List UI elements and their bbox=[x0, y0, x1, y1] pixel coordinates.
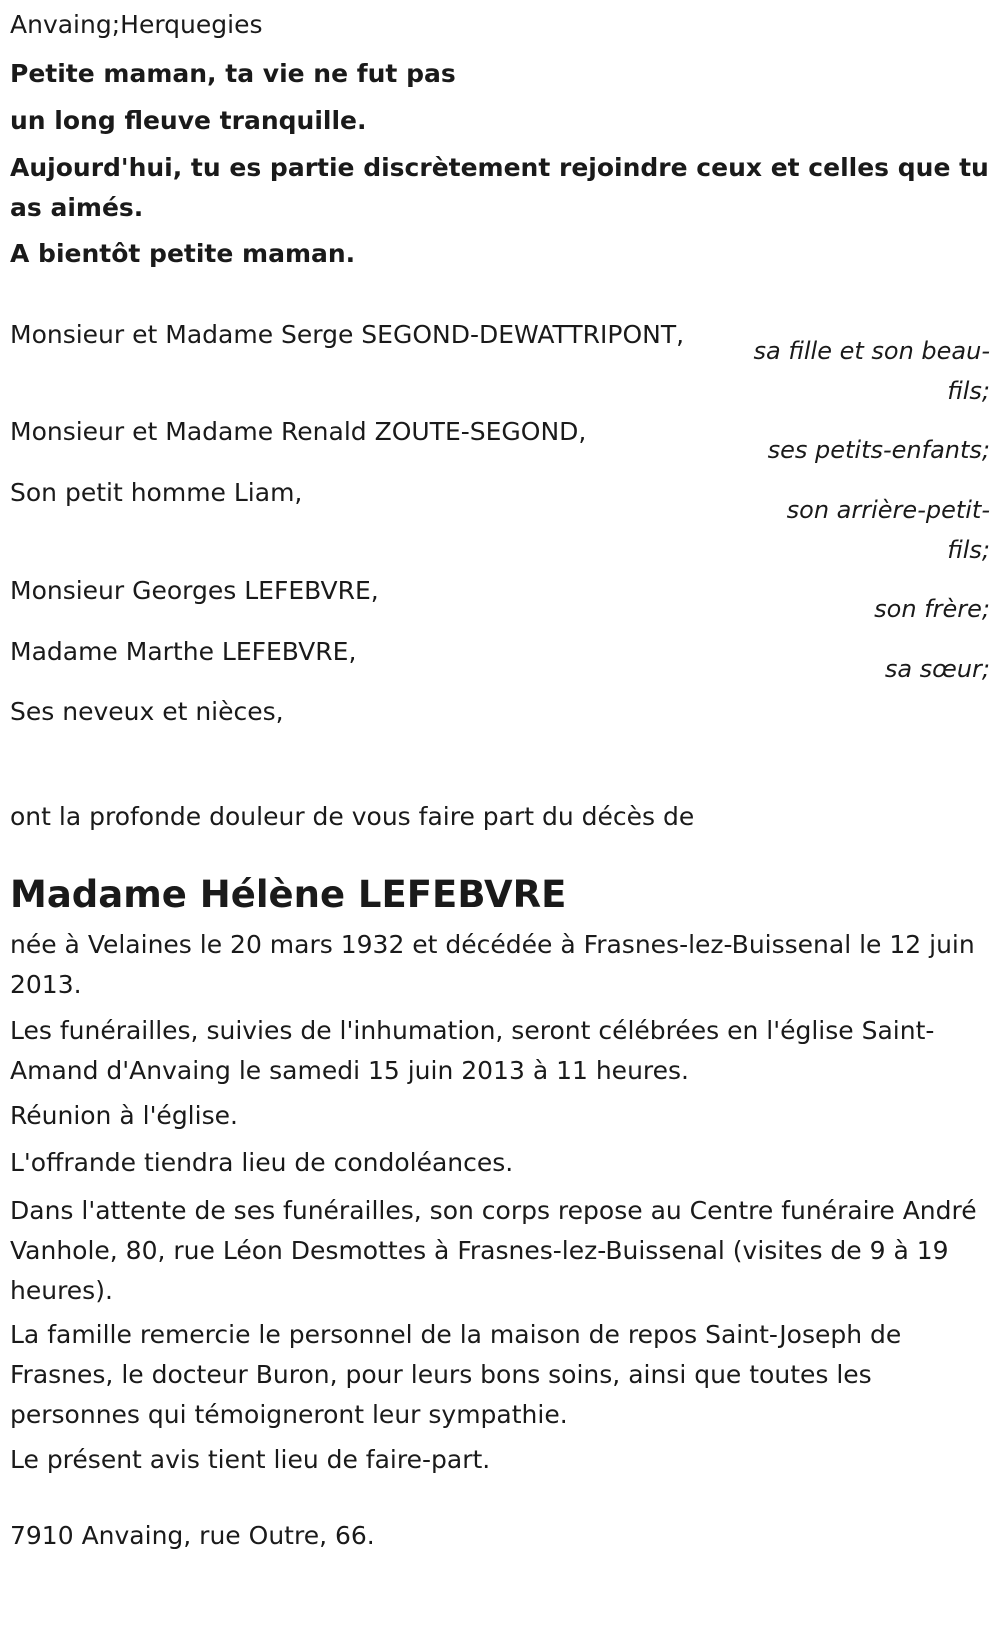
address: 7910 Anvaing, rue Outre, 66. bbox=[10, 1521, 375, 1550]
family-member-name: Madame Marthe LEFEBVRE, bbox=[10, 637, 357, 666]
family-member-relation: sa fille et son beau-fils; bbox=[753, 337, 990, 405]
details-paragraph: Le présent avis tient lieu de faire-part. bbox=[10, 1445, 491, 1474]
family-member-name: Monsieur Georges LEFEBVRE, bbox=[10, 576, 379, 605]
details-paragraph: L'offrande tiendra lieu de condoléances. bbox=[10, 1148, 514, 1177]
poem-line-2: un long fleuve tranquille. bbox=[10, 106, 367, 135]
poem-line-3: Aujourd'hui, tu es partie discrètement rejoindre ceux et celles que tu as aimés. bbox=[10, 153, 989, 222]
family-member-relation: ses petits-enfants; bbox=[767, 436, 990, 464]
family-member-name: Monsieur et Madame Serge SEGOND-DEWATTRIPONT, bbox=[10, 320, 685, 349]
family-member-name: Monsieur et Madame Renald ZOUTE-SEGOND, bbox=[10, 417, 587, 446]
details-paragraph: Dans l'attente de ses funérailles, son corps repose au Centre funéraire André Vanhole, 80, rue Léon Desmottes à Frasnes-lez-Buissenal (visites de 9 à 19 heures). bbox=[10, 1196, 977, 1305]
poem-line-4: A bientôt petite maman. bbox=[10, 239, 356, 268]
details-paragraph: Les funérailles, suivies de l'inhumation, seront célébrées en l'église Saint-Amand d'Anvaing le samedi 15 juin 2013 à 11 heures. bbox=[10, 1016, 935, 1085]
family-member-name: Son petit homme Liam, bbox=[10, 478, 303, 507]
details-paragraph: Réunion à l'église. bbox=[10, 1101, 238, 1130]
family-member-name: Ses neveux et nièces, bbox=[10, 697, 284, 726]
family-member-relation: son arrière-petit-fils; bbox=[786, 496, 990, 564]
family-member-relation: son frère; bbox=[874, 595, 990, 623]
details-paragraph: née à Velaines le 20 mars 1932 et décédée à Frasnes-lez-Buissenal le 12 juin 2013. bbox=[10, 930, 975, 999]
location-header: Anvaing;Herquegies bbox=[10, 10, 263, 39]
deceased-name: Madame Hélène LEFEBVRE bbox=[10, 873, 567, 916]
family-member-relation: sa sœur; bbox=[884, 655, 990, 683]
details-paragraph: La famille remercie le personnel de la maison de repos Saint-Joseph de Frasnes, le docteur Buron, pour leurs bons soins, ainsi que toutes les personnes qui témoigneront leur sympathie. bbox=[10, 1320, 902, 1429]
announcement-intro: ont la profonde douleur de vous faire part du décès de bbox=[10, 802, 695, 831]
poem-line-1: Petite maman, ta vie ne fut pas bbox=[10, 59, 456, 88]
